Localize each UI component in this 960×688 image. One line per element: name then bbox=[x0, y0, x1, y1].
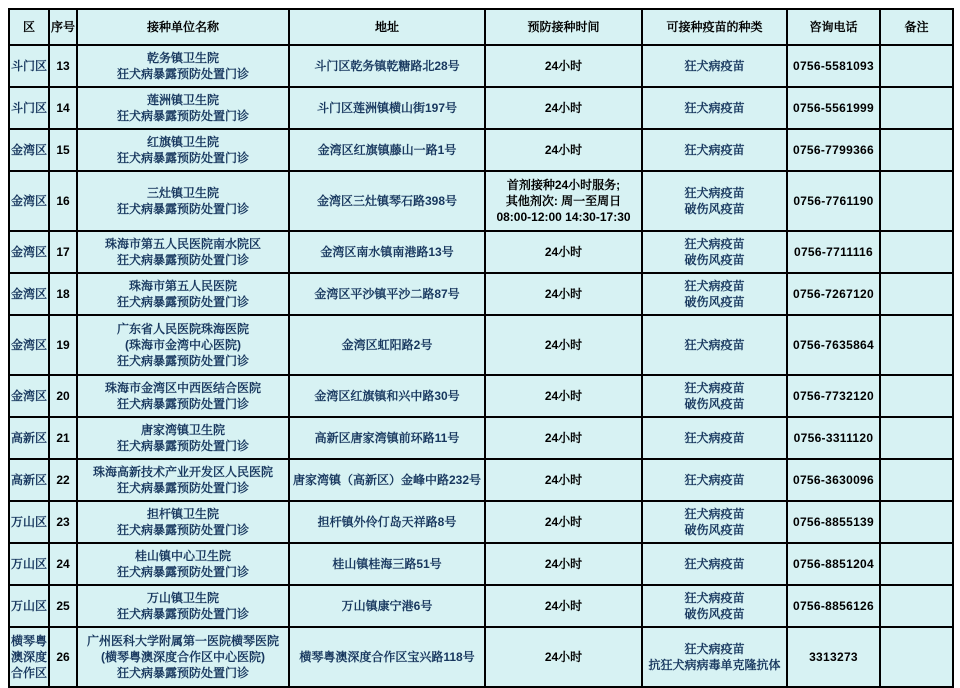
cell-unit-name bbox=[77, 171, 289, 231]
cell-remark bbox=[880, 315, 953, 375]
cell-line: 狂犬病暴露预防处置门诊 bbox=[116, 565, 249, 579]
cell-address bbox=[289, 627, 485, 687]
cell-line: 狂犬病疫苗 bbox=[684, 338, 745, 352]
column-header-district: 区 bbox=[9, 9, 49, 45]
cell-line: 26 bbox=[56, 650, 70, 664]
cell-line: 20 bbox=[56, 389, 70, 403]
cell-district bbox=[9, 501, 49, 543]
cell-line: 狂犬病疫苗 bbox=[684, 473, 745, 487]
cell-line: 金湾区 bbox=[11, 389, 48, 403]
cell-vaccines bbox=[642, 585, 787, 627]
cell-line: 斗门区 bbox=[11, 59, 48, 73]
cell-line: 24小时 bbox=[544, 515, 583, 529]
cell-line: 斗门区莲洲镇横山街197号 bbox=[316, 101, 458, 115]
cell-line: 狂犬病暴露预防处置门诊 bbox=[116, 523, 249, 537]
cell-vaccines bbox=[642, 501, 787, 543]
cell-remark bbox=[880, 87, 953, 129]
cell-unit-name bbox=[77, 501, 289, 543]
cell-line: 狂犬病疫苗 bbox=[684, 101, 745, 115]
cell-time bbox=[485, 231, 642, 273]
cell-line: 24 bbox=[56, 557, 70, 571]
cell-time bbox=[485, 375, 642, 417]
cell-line: 破伤风疫苗 bbox=[684, 397, 745, 411]
cell-phone bbox=[787, 417, 880, 459]
cell-line: 珠海高新技术产业开发区人民医院 bbox=[92, 465, 273, 479]
cell-line: 狂犬病疫苗 bbox=[684, 279, 745, 293]
table-row bbox=[9, 627, 953, 687]
cell-line: 24小时 bbox=[544, 101, 583, 115]
cell-vaccines bbox=[642, 129, 787, 171]
cell-line: 抗狂犬病病毒单克隆抗体 bbox=[648, 658, 781, 672]
cell-time bbox=[485, 459, 642, 501]
cell-line: 24小时 bbox=[544, 599, 583, 613]
cell-remark bbox=[880, 375, 953, 417]
cell-line: 狂犬病疫苗 bbox=[684, 591, 745, 605]
cell-vaccines bbox=[642, 375, 787, 417]
cell-line: 珠海市第五人民医院 bbox=[128, 279, 237, 293]
cell-remark bbox=[880, 417, 953, 459]
column-header-phone: 咨询电话 bbox=[787, 9, 880, 45]
cell-district bbox=[9, 459, 49, 501]
cell-line: 金湾区红旗镇和兴中路30号 bbox=[314, 389, 460, 403]
cell-district bbox=[9, 129, 49, 171]
column-header-number: 序号 bbox=[49, 9, 77, 45]
cell-line: 狂犬病疫苗 bbox=[684, 381, 745, 395]
cell-line: 25 bbox=[56, 599, 70, 613]
cell-line: 高新区 bbox=[11, 473, 48, 487]
cell-district bbox=[9, 45, 49, 87]
cell-line: 横琴粤澳深度合作区 bbox=[11, 634, 48, 680]
cell-line: 13 bbox=[56, 59, 70, 73]
table-body bbox=[9, 45, 953, 687]
vaccination-clinics-table bbox=[8, 8, 954, 688]
cell-time bbox=[485, 585, 642, 627]
cell-line: 19 bbox=[56, 338, 70, 352]
cell-line: 万山区 bbox=[11, 515, 48, 529]
cell-line: 0756-8855139 bbox=[792, 515, 874, 529]
cell-unit-name bbox=[77, 417, 289, 459]
cell-line: 狂犬病疫苗 bbox=[684, 237, 745, 251]
cell-line: 0756-8856126 bbox=[792, 599, 874, 613]
cell-time bbox=[485, 417, 642, 459]
cell-number bbox=[49, 231, 77, 273]
cell-unit-name bbox=[77, 87, 289, 129]
cell-number bbox=[49, 315, 77, 375]
cell-address bbox=[289, 459, 485, 501]
cell-line: (横琴粤澳深度合作区中心医院) bbox=[101, 650, 265, 664]
cell-line: 破伤风疫苗 bbox=[684, 253, 745, 267]
cell-unit-name bbox=[77, 585, 289, 627]
cell-remark bbox=[880, 501, 953, 543]
column-header-time: 预防接种时间 bbox=[485, 9, 642, 45]
cell-remark bbox=[880, 45, 953, 87]
cell-line: 破伤风疫苗 bbox=[684, 523, 745, 537]
cell-vaccines bbox=[642, 315, 787, 375]
cell-vaccines bbox=[642, 543, 787, 585]
cell-district bbox=[9, 315, 49, 375]
cell-vaccines bbox=[642, 417, 787, 459]
cell-line: 狂犬病疫苗 bbox=[684, 186, 745, 200]
cell-line: 红旗镇卫生院 bbox=[146, 135, 219, 149]
cell-line: 高新区 bbox=[11, 431, 48, 445]
cell-vaccines bbox=[642, 459, 787, 501]
cell-time bbox=[485, 627, 642, 687]
cell-number bbox=[49, 129, 77, 171]
cell-line: 0756-5561999 bbox=[792, 101, 874, 115]
cell-number bbox=[49, 543, 77, 585]
cell-line: 金湾区三灶镇琴石路398号 bbox=[316, 194, 458, 208]
cell-district bbox=[9, 273, 49, 315]
cell-remark bbox=[880, 273, 953, 315]
cell-address bbox=[289, 375, 485, 417]
cell-line: 破伤风疫苗 bbox=[684, 295, 745, 309]
cell-phone bbox=[787, 87, 880, 129]
cell-remark bbox=[880, 129, 953, 171]
cell-line: 0756-5581093 bbox=[792, 59, 874, 73]
cell-line: 狂犬病疫苗 bbox=[684, 557, 745, 571]
cell-number bbox=[49, 459, 77, 501]
cell-number bbox=[49, 627, 77, 687]
cell-line: 斗门区 bbox=[11, 101, 48, 115]
cell-phone bbox=[787, 627, 880, 687]
cell-phone bbox=[787, 273, 880, 315]
cell-line: 狂犬病疫苗 bbox=[684, 642, 745, 656]
cell-vaccines bbox=[642, 45, 787, 87]
cell-line: 担杆镇卫生院 bbox=[146, 507, 219, 521]
cell-line: 狂犬病暴露预防处置门诊 bbox=[116, 109, 249, 123]
cell-line: 24小时 bbox=[544, 245, 583, 259]
cell-line: 狂犬病疫苗 bbox=[684, 143, 745, 157]
cell-line: 22 bbox=[56, 473, 70, 487]
cell-line: 08:00-12:00 14:30-17:30 bbox=[496, 210, 631, 224]
cell-unit-name bbox=[77, 627, 289, 687]
cell-vaccines bbox=[642, 87, 787, 129]
cell-line: 莲洲镇卫生院 bbox=[146, 93, 219, 107]
cell-time bbox=[485, 45, 642, 87]
cell-line: 广州医科大学附属第一医院横琴医院 bbox=[86, 634, 279, 648]
table-header bbox=[9, 9, 953, 45]
cell-district bbox=[9, 417, 49, 459]
column-header-remark: 备注 bbox=[880, 9, 953, 45]
cell-line: 金湾区 bbox=[11, 338, 48, 352]
cell-line: (珠海市金湾中心医院) bbox=[125, 338, 241, 352]
cell-line: 17 bbox=[56, 245, 70, 259]
cell-line: 狂犬病暴露预防处置门诊 bbox=[116, 397, 249, 411]
cell-phone bbox=[787, 543, 880, 585]
table-row bbox=[9, 501, 953, 543]
cell-remark bbox=[880, 585, 953, 627]
column-header-vaccine-types: 可接种疫苗的种类 bbox=[642, 9, 787, 45]
cell-line: 金湾区 bbox=[11, 194, 48, 208]
cell-line: 24小时 bbox=[544, 389, 583, 403]
table-row bbox=[9, 231, 953, 273]
cell-line: 24小时 bbox=[544, 338, 583, 352]
cell-number bbox=[49, 501, 77, 543]
table-row bbox=[9, 129, 953, 171]
cell-vaccines bbox=[642, 171, 787, 231]
table-row bbox=[9, 171, 953, 231]
cell-line: 24小时 bbox=[544, 59, 583, 73]
cell-phone bbox=[787, 459, 880, 501]
cell-remark bbox=[880, 171, 953, 231]
cell-line: 万山区 bbox=[11, 599, 48, 613]
cell-number bbox=[49, 585, 77, 627]
cell-remark bbox=[880, 231, 953, 273]
cell-line: 15 bbox=[56, 143, 70, 157]
cell-line: 广东省人民医院珠海医院 bbox=[116, 322, 249, 336]
cell-number bbox=[49, 417, 77, 459]
cell-line: 金湾区平沙镇平沙二路87号 bbox=[314, 287, 460, 301]
cell-line: 其他剂次: 周一至周日 bbox=[505, 194, 622, 208]
cell-line: 狂犬病暴露预防处置门诊 bbox=[116, 253, 249, 267]
header-row bbox=[9, 9, 953, 45]
cell-phone bbox=[787, 171, 880, 231]
cell-line: 破伤风疫苗 bbox=[684, 607, 745, 621]
cell-time bbox=[485, 87, 642, 129]
cell-vaccines bbox=[642, 627, 787, 687]
table-row bbox=[9, 459, 953, 501]
cell-line: 狂犬病疫苗 bbox=[684, 431, 745, 445]
cell-line: 狂犬病疫苗 bbox=[684, 507, 745, 521]
cell-line: 珠海市第五人民医院南水院区 bbox=[104, 237, 261, 251]
cell-vaccines bbox=[642, 273, 787, 315]
cell-phone bbox=[787, 375, 880, 417]
cell-line: 0756-7732120 bbox=[792, 389, 874, 403]
column-header-unit-name: 接种单位名称 bbox=[77, 9, 289, 45]
table-row bbox=[9, 273, 953, 315]
cell-unit-name bbox=[77, 543, 289, 585]
cell-line: 3313273 bbox=[809, 650, 858, 664]
cell-line: 破伤风疫苗 bbox=[684, 202, 745, 216]
cell-unit-name bbox=[77, 45, 289, 87]
cell-time bbox=[485, 543, 642, 585]
cell-unit-name bbox=[77, 273, 289, 315]
cell-line: 金湾区 bbox=[11, 245, 48, 259]
cell-address bbox=[289, 87, 485, 129]
cell-line: 唐家湾镇卫生院 bbox=[140, 423, 225, 437]
table-row bbox=[9, 87, 953, 129]
cell-number bbox=[49, 375, 77, 417]
cell-line: 狂犬病暴露预防处置门诊 bbox=[116, 295, 249, 309]
cell-line: 高新区唐家湾镇前环路11号 bbox=[314, 431, 460, 445]
cell-line: 16 bbox=[56, 194, 70, 208]
cell-line: 24小时 bbox=[544, 431, 583, 445]
cell-line: 0756-7761190 bbox=[793, 194, 874, 208]
cell-line: 乾务镇卫生院 bbox=[146, 51, 219, 65]
cell-line: 24小时 bbox=[544, 473, 583, 487]
cell-district bbox=[9, 627, 49, 687]
cell-address bbox=[289, 171, 485, 231]
cell-time bbox=[485, 171, 642, 231]
table-row bbox=[9, 375, 953, 417]
cell-time bbox=[485, 315, 642, 375]
table-row bbox=[9, 543, 953, 585]
cell-line: 0756-7799366 bbox=[792, 143, 874, 157]
cell-line: 唐家湾镇（高新区）金峰中路232号 bbox=[292, 473, 482, 487]
cell-address bbox=[289, 501, 485, 543]
cell-address bbox=[289, 273, 485, 315]
cell-line: 金湾区 bbox=[11, 143, 48, 157]
cell-line: 24小时 bbox=[544, 650, 583, 664]
cell-line: 万山镇卫生院 bbox=[146, 591, 219, 605]
cell-line: 0756-7267120 bbox=[792, 287, 874, 301]
table-row bbox=[9, 585, 953, 627]
cell-line: 24小时 bbox=[544, 143, 583, 157]
cell-line: 斗门区乾务镇乾糖路北28号 bbox=[314, 59, 460, 73]
cell-phone bbox=[787, 45, 880, 87]
cell-line: 狂犬病暴露预防处置门诊 bbox=[116, 439, 249, 453]
cell-line: 狂犬病暴露预防处置门诊 bbox=[116, 607, 249, 621]
cell-district bbox=[9, 375, 49, 417]
cell-line: 桂山镇桂海三路51号 bbox=[332, 557, 442, 571]
cell-line: 担杆镇外伶仃岛天祥路8号 bbox=[317, 515, 457, 529]
cell-line: 0756-8851204 bbox=[792, 557, 874, 571]
table-row bbox=[9, 315, 953, 375]
cell-line: 狂犬病暴露预防处置门诊 bbox=[116, 481, 249, 495]
cell-line: 横琴粤澳深度合作区宝兴路118号 bbox=[299, 650, 475, 664]
cell-line: 首剂接种24小时服务; bbox=[506, 178, 621, 192]
cell-line: 狂犬病暴露预防处置门诊 bbox=[116, 666, 249, 680]
table-row bbox=[9, 417, 953, 459]
cell-line: 桂山镇中心卫生院 bbox=[134, 549, 231, 563]
cell-line: 金湾区虹阳路2号 bbox=[341, 338, 433, 352]
table-row bbox=[9, 45, 953, 87]
cell-unit-name bbox=[77, 231, 289, 273]
cell-line: 21 bbox=[56, 431, 70, 445]
cell-number bbox=[49, 171, 77, 231]
cell-district bbox=[9, 231, 49, 273]
cell-line: 三灶镇卫生院 bbox=[146, 186, 219, 200]
cell-address bbox=[289, 543, 485, 585]
cell-line: 0756-3311120 bbox=[793, 431, 874, 445]
cell-line: 珠海市金湾区中西医结合医院 bbox=[104, 381, 261, 395]
cell-address bbox=[289, 417, 485, 459]
cell-line: 24小时 bbox=[544, 557, 583, 571]
cell-address bbox=[289, 231, 485, 273]
cell-phone bbox=[787, 231, 880, 273]
cell-time bbox=[485, 273, 642, 315]
cell-phone bbox=[787, 585, 880, 627]
cell-phone bbox=[787, 315, 880, 375]
cell-line: 金湾区红旗镇藤山一路1号 bbox=[317, 143, 457, 157]
cell-line: 狂犬病暴露预防处置门诊 bbox=[116, 202, 249, 216]
cell-remark bbox=[880, 543, 953, 585]
cell-line: 狂犬病暴露预防处置门诊 bbox=[116, 67, 249, 81]
cell-district bbox=[9, 585, 49, 627]
cell-line: 狂犬病暴露预防处置门诊 bbox=[116, 151, 249, 165]
cell-unit-name bbox=[77, 459, 289, 501]
cell-line: 金湾区南水镇南港路13号 bbox=[320, 245, 454, 259]
cell-address bbox=[289, 129, 485, 171]
cell-line: 18 bbox=[56, 287, 70, 301]
cell-unit-name bbox=[77, 315, 289, 375]
cell-line: 万山镇康宁港6号 bbox=[341, 599, 433, 613]
cell-district bbox=[9, 171, 49, 231]
column-header-address: 地址 bbox=[289, 9, 485, 45]
cell-line: 狂犬病疫苗 bbox=[684, 59, 745, 73]
cell-address bbox=[289, 315, 485, 375]
cell-line: 23 bbox=[56, 515, 70, 529]
cell-line: 0756-7711116 bbox=[793, 245, 874, 259]
cell-address bbox=[289, 45, 485, 87]
cell-phone bbox=[787, 501, 880, 543]
cell-line: 金湾区 bbox=[11, 287, 48, 301]
cell-number bbox=[49, 87, 77, 129]
cell-line: 14 bbox=[56, 101, 70, 115]
cell-time bbox=[485, 501, 642, 543]
cell-number bbox=[49, 273, 77, 315]
cell-line: 0756-7635864 bbox=[792, 338, 874, 352]
cell-line: 狂犬病暴露预防处置门诊 bbox=[116, 354, 249, 368]
cell-line: 0756-3630096 bbox=[792, 473, 874, 487]
cell-unit-name bbox=[77, 129, 289, 171]
cell-phone bbox=[787, 129, 880, 171]
cell-district bbox=[9, 87, 49, 129]
cell-district bbox=[9, 543, 49, 585]
cell-vaccines bbox=[642, 231, 787, 273]
cell-line: 24小时 bbox=[544, 287, 583, 301]
cell-line: 万山区 bbox=[11, 557, 48, 571]
cell-number bbox=[49, 45, 77, 87]
cell-time bbox=[485, 129, 642, 171]
cell-unit-name bbox=[77, 375, 289, 417]
cell-remark bbox=[880, 459, 953, 501]
cell-address bbox=[289, 585, 485, 627]
cell-remark bbox=[880, 627, 953, 687]
